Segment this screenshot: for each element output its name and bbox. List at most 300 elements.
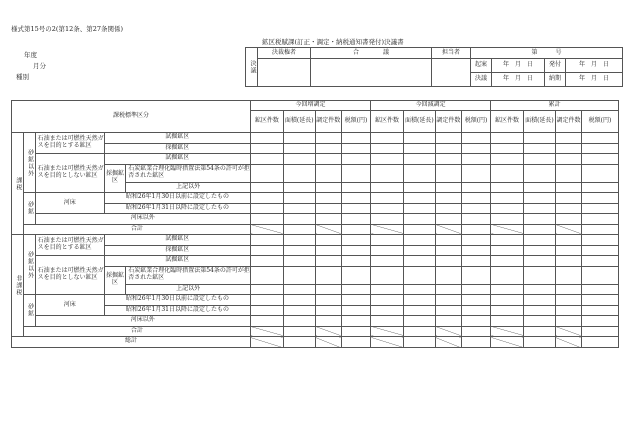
non-riverbed-label: 河床以外: [35, 214, 250, 225]
value-cell[interactable]: [315, 305, 341, 316]
test-area-label: 試掘鉱区: [104, 154, 250, 165]
special-area-label: 石炭鉱業合理化臨時措置法第54条の許可が拒否された鉱区: [126, 164, 251, 182]
value-cell[interactable]: [283, 193, 315, 204]
value-cell[interactable]: [283, 266, 315, 284]
value-cell[interactable]: [523, 326, 555, 337]
value-cell[interactable]: [555, 305, 581, 316]
sunaika-label: 砂鉱: [23, 193, 35, 225]
value-cell[interactable]: [491, 316, 524, 327]
value-cell[interactable]: [555, 326, 581, 337]
value-cell[interactable]: [523, 164, 555, 182]
col-adj-count: 調定件数: [435, 111, 461, 133]
value-cell[interactable]: [315, 203, 341, 214]
test-area-label: 試掘鉱区: [104, 235, 250, 246]
value-cell[interactable]: [461, 143, 490, 154]
value-cell[interactable]: [283, 133, 315, 144]
value-cell[interactable]: [582, 326, 619, 337]
value-cell[interactable]: [435, 203, 461, 214]
mining-area-label: 採掘鉱区: [104, 164, 125, 193]
value-cell[interactable]: [555, 143, 581, 154]
test-area-label: 試掘鉱区: [104, 133, 250, 144]
value-cell[interactable]: [523, 295, 555, 306]
value-cell[interactable]: [403, 295, 435, 306]
value-cell[interactable]: [341, 295, 370, 306]
value-cell[interactable]: [315, 193, 341, 204]
value-cell[interactable]: [491, 256, 524, 267]
value-cell[interactable]: [250, 164, 283, 182]
section-label: 課税: [12, 133, 24, 235]
value-cell[interactable]: [461, 203, 490, 214]
value-cell[interactable]: [403, 143, 435, 154]
consult-header: 合 議: [311, 48, 432, 59]
value-cell[interactable]: [435, 337, 461, 348]
oil-purpose-label: 石油または可燃性天然ガスを目的とする鉱区: [35, 235, 104, 256]
value-cell[interactable]: [461, 214, 490, 225]
value-cell[interactable]: [315, 245, 341, 256]
value-cell[interactable]: [523, 133, 555, 144]
value-cell[interactable]: [250, 284, 283, 295]
value-cell[interactable]: [283, 295, 315, 306]
person-cell[interactable]: [432, 59, 471, 87]
value-cell[interactable]: [555, 182, 581, 193]
value-cell[interactable]: [250, 326, 283, 337]
value-cell[interactable]: [315, 164, 341, 182]
value-cell[interactable]: [435, 266, 461, 284]
value-cell[interactable]: [371, 224, 404, 235]
value-cell[interactable]: [315, 133, 341, 144]
value-cell[interactable]: [435, 295, 461, 306]
mining-area-label: 採掘鉱区: [104, 245, 250, 256]
value-cell[interactable]: [283, 224, 315, 235]
value-cell[interactable]: [283, 203, 315, 214]
group-adjust: 今回増調定: [250, 101, 370, 111]
value-cell[interactable]: [371, 203, 404, 214]
col-tax: 税額(円): [341, 111, 370, 133]
value-cell[interactable]: [341, 235, 370, 246]
value-cell[interactable]: [315, 224, 341, 235]
group-reduce: 今回減調定: [371, 101, 491, 111]
value-cell[interactable]: [283, 284, 315, 295]
value-cell[interactable]: [523, 203, 555, 214]
value-cell[interactable]: [582, 305, 619, 316]
value-cell[interactable]: [461, 326, 490, 337]
value-cell[interactable]: [435, 316, 461, 327]
value-cell[interactable]: [435, 214, 461, 225]
value-cell[interactable]: [371, 235, 404, 246]
value-cell[interactable]: [315, 316, 341, 327]
issued-date[interactable]: 年 月 日: [566, 59, 623, 73]
value-cell[interactable]: [403, 316, 435, 327]
value-cell[interactable]: [491, 266, 524, 284]
value-cell[interactable]: [283, 235, 315, 246]
value-cell[interactable]: [371, 326, 404, 337]
value-cell[interactable]: [435, 193, 461, 204]
value-cell[interactable]: [250, 256, 283, 267]
value-cell[interactable]: [315, 266, 341, 284]
value-cell[interactable]: [283, 245, 315, 256]
value-cell[interactable]: [461, 316, 490, 327]
value-cell[interactable]: [283, 337, 315, 348]
value-cell[interactable]: [461, 164, 490, 182]
value-cell[interactable]: [315, 337, 341, 348]
value-cell[interactable]: [461, 235, 490, 246]
value-cell[interactable]: [371, 295, 404, 306]
grand-total-label: 総計: [12, 337, 251, 348]
form-number: 様式第15号の2(第12条、第27条関係): [11, 25, 124, 33]
other-area-label: 上記以外: [126, 284, 251, 295]
value-cell[interactable]: [283, 326, 315, 337]
value-cell[interactable]: [491, 143, 524, 154]
value-cell[interactable]: [491, 182, 524, 193]
value-cell[interactable]: [523, 154, 555, 165]
value-cell[interactable]: [491, 305, 524, 316]
value-cell[interactable]: [403, 133, 435, 144]
value-cell[interactable]: [341, 133, 370, 144]
non-riverbed-label: 河床以外: [35, 316, 250, 327]
col-count: 鉱区件数: [371, 111, 404, 133]
sunaika-igai-label: 砂鉱以外: [23, 235, 35, 295]
value-cell[interactable]: [283, 316, 315, 327]
value-cell[interactable]: [371, 214, 404, 225]
sum-label: 合計: [23, 326, 250, 337]
value-cell[interactable]: [341, 182, 370, 193]
sunaika-label: 砂鉱: [23, 295, 35, 327]
value-cell[interactable]: [555, 337, 581, 348]
value-cell[interactable]: [435, 256, 461, 267]
value-cell[interactable]: [371, 164, 404, 182]
value-cell[interactable]: [555, 316, 581, 327]
value-cell[interactable]: [582, 224, 619, 235]
value-cell[interactable]: [435, 305, 461, 316]
other-area-label: 上記以外: [126, 182, 251, 193]
value-cell[interactable]: [555, 295, 581, 306]
test-area-label: 試掘鉱区: [104, 256, 250, 267]
value-cell[interactable]: [461, 337, 490, 348]
value-cell[interactable]: [582, 316, 619, 327]
value-cell[interactable]: [341, 203, 370, 214]
value-cell[interactable]: [403, 214, 435, 225]
value-cell[interactable]: [250, 203, 283, 214]
value-cell[interactable]: [403, 305, 435, 316]
value-cell[interactable]: [341, 214, 370, 225]
value-cell[interactable]: [461, 295, 490, 306]
value-cell[interactable]: [491, 193, 524, 204]
non-oil-label: 石油または可燃性天然ガスを目的としない鉱区: [35, 154, 104, 193]
value-cell[interactable]: [403, 326, 435, 337]
value-cell[interactable]: [491, 326, 524, 337]
value-cell[interactable]: [491, 133, 524, 144]
sum-label: 合計: [23, 224, 250, 235]
value-cell[interactable]: [491, 235, 524, 246]
value-cell[interactable]: [582, 214, 619, 225]
value-cell[interactable]: [461, 224, 490, 235]
value-cell[interactable]: [491, 245, 524, 256]
value-cell[interactable]: [315, 143, 341, 154]
value-cell[interactable]: [523, 224, 555, 235]
value-cell[interactable]: [491, 337, 524, 348]
value-cell[interactable]: [461, 266, 490, 284]
value-cell[interactable]: [250, 154, 283, 165]
value-cell[interactable]: [403, 164, 435, 182]
after-label: 昭和26年1月31日以降に設定したもの: [104, 203, 250, 214]
value-cell[interactable]: [435, 224, 461, 235]
value-cell[interactable]: [250, 266, 283, 284]
value-cell[interactable]: [523, 182, 555, 193]
value-cell[interactable]: [582, 193, 619, 204]
col-adj-count: 調定件数: [555, 111, 581, 133]
value-cell[interactable]: [341, 316, 370, 327]
value-cell[interactable]: [582, 337, 619, 348]
value-cell[interactable]: [403, 235, 435, 246]
value-cell[interactable]: [582, 154, 619, 165]
value-cell[interactable]: [555, 214, 581, 225]
non-oil-label: 石油または可燃性天然ガスを目的としない鉱区: [35, 256, 104, 295]
value-cell[interactable]: [435, 326, 461, 337]
value-cell[interactable]: [283, 164, 315, 182]
value-cell[interactable]: [555, 154, 581, 165]
value-cell[interactable]: [523, 266, 555, 284]
value-cell[interactable]: [403, 193, 435, 204]
category-header: 課税標準区分: [12, 101, 251, 133]
value-cell[interactable]: [461, 245, 490, 256]
value-cell[interactable]: [403, 224, 435, 235]
value-cell[interactable]: [341, 305, 370, 316]
riverbed-label: 河床: [35, 193, 104, 214]
due-date[interactable]: 年 月 日: [566, 73, 623, 87]
value-cell[interactable]: [315, 256, 341, 267]
value-cell[interactable]: [315, 182, 341, 193]
value-cell[interactable]: [523, 245, 555, 256]
form-title: 鉱区税賦課(訂正・調定・納税通知書発付)決議書: [262, 38, 404, 46]
value-cell[interactable]: [250, 224, 283, 235]
approver-header: 決裁権者: [258, 48, 311, 59]
value-cell[interactable]: [403, 182, 435, 193]
col-adj-count: 調定件数: [315, 111, 341, 133]
col-tax: 税額(円): [582, 111, 619, 133]
special-area-label: 石炭鉱業合理化臨時措置法第54条の許可が拒否された鉱区: [126, 266, 251, 284]
value-cell[interactable]: [555, 245, 581, 256]
value-cell[interactable]: [283, 154, 315, 165]
consult-cell[interactable]: [311, 59, 432, 87]
value-cell[interactable]: [435, 284, 461, 295]
value-cell[interactable]: [341, 256, 370, 267]
value-cell[interactable]: [315, 326, 341, 337]
value-cell[interactable]: [523, 337, 555, 348]
value-cell[interactable]: [371, 133, 404, 144]
value-cell[interactable]: [371, 337, 404, 348]
value-cell[interactable]: [582, 235, 619, 246]
value-cell[interactable]: [341, 326, 370, 337]
value-cell[interactable]: [582, 284, 619, 295]
value-cell[interactable]: [435, 245, 461, 256]
section-label: 非課税: [12, 235, 24, 337]
value-cell[interactable]: [491, 214, 524, 225]
value-cell[interactable]: [315, 284, 341, 295]
col-area: 面積(延長): [403, 111, 435, 133]
value-cell[interactable]: [461, 256, 490, 267]
value-cell[interactable]: [523, 284, 555, 295]
value-cell[interactable]: [403, 245, 435, 256]
value-cell[interactable]: [435, 133, 461, 144]
drafted-date[interactable]: 年 月 日: [492, 59, 545, 73]
value-cell[interactable]: [555, 266, 581, 284]
value-cell[interactable]: [461, 305, 490, 316]
value-cell[interactable]: [491, 284, 524, 295]
value-cell[interactable]: [523, 235, 555, 246]
value-cell[interactable]: [491, 154, 524, 165]
tax-table: [11, 100, 619, 348]
value-cell[interactable]: [555, 203, 581, 214]
value-cell[interactable]: [582, 295, 619, 306]
col-count: 鉱区件数: [250, 111, 283, 133]
value-cell[interactable]: [461, 154, 490, 165]
value-cell[interactable]: [341, 245, 370, 256]
value-cell[interactable]: [341, 154, 370, 165]
value-cell[interactable]: [250, 235, 283, 246]
value-cell[interactable]: [403, 266, 435, 284]
value-cell[interactable]: [371, 154, 404, 165]
value-cell[interactable]: [283, 256, 315, 267]
issued-label: 発付: [545, 59, 566, 73]
tax-type-label: 種別: [16, 73, 29, 81]
drafted-label: 起案: [471, 59, 492, 73]
value-cell[interactable]: [523, 316, 555, 327]
value-cell[interactable]: [250, 295, 283, 306]
value-cell[interactable]: [371, 182, 404, 193]
col-area: 面積(延長): [283, 111, 315, 133]
value-cell[interactable]: [435, 154, 461, 165]
value-cell[interactable]: [371, 284, 404, 295]
value-cell[interactable]: [403, 256, 435, 267]
before-label: 昭和26年1月30日以前に設定したもの: [104, 193, 250, 204]
value-cell[interactable]: [555, 235, 581, 246]
value-cell[interactable]: [403, 154, 435, 165]
value-cell[interactable]: [250, 143, 283, 154]
value-cell[interactable]: [283, 143, 315, 154]
value-cell[interactable]: [523, 143, 555, 154]
value-cell[interactable]: [435, 235, 461, 246]
value-cell[interactable]: [250, 337, 283, 348]
value-cell[interactable]: [523, 214, 555, 225]
value-cell[interactable]: [461, 182, 490, 193]
riverbed-label: 河床: [35, 295, 104, 316]
value-cell[interactable]: [250, 316, 283, 327]
due-label: 納期: [545, 73, 566, 87]
value-cell[interactable]: [250, 133, 283, 144]
after-label: 昭和26年1月31日以降に設定したもの: [104, 305, 250, 316]
value-cell[interactable]: [371, 266, 404, 284]
value-cell[interactable]: [341, 284, 370, 295]
value-cell[interactable]: [371, 256, 404, 267]
value-cell[interactable]: [523, 305, 555, 316]
value-cell[interactable]: [403, 284, 435, 295]
value-cell[interactable]: [341, 193, 370, 204]
approver-cell[interactable]: [258, 59, 311, 87]
before-label: 昭和26年1月30日以前に設定したもの: [104, 295, 250, 306]
value-cell[interactable]: [435, 164, 461, 182]
doc-number: 第 号: [471, 48, 623, 59]
value-cell[interactable]: [283, 182, 315, 193]
col-count: 鉱区件数: [491, 111, 524, 133]
value-cell[interactable]: [491, 203, 524, 214]
value-cell[interactable]: [403, 203, 435, 214]
person-header: 担当者: [432, 48, 471, 59]
value-cell[interactable]: [315, 295, 341, 306]
decided-label: 決議: [471, 73, 492, 87]
value-cell[interactable]: [491, 224, 524, 235]
mining-area-label: 採掘鉱区: [104, 266, 125, 295]
value-cell[interactable]: [582, 203, 619, 214]
decided-date[interactable]: 年 月 日: [492, 73, 545, 87]
value-cell[interactable]: [315, 214, 341, 225]
value-cell[interactable]: [435, 182, 461, 193]
col-area: 面積(延長): [523, 111, 555, 133]
oil-purpose-label: 石油または可燃性天然ガスを目的とする鉱区: [35, 133, 104, 154]
value-cell[interactable]: [341, 143, 370, 154]
value-cell[interactable]: [315, 154, 341, 165]
col-tax: 税額(円): [461, 111, 490, 133]
value-cell[interactable]: [523, 193, 555, 204]
value-cell[interactable]: [491, 164, 524, 182]
value-cell[interactable]: [371, 305, 404, 316]
value-cell[interactable]: [491, 295, 524, 306]
value-cell[interactable]: [461, 284, 490, 295]
value-cell[interactable]: [371, 245, 404, 256]
year-label: 年度: [24, 51, 37, 59]
value-cell[interactable]: [371, 316, 404, 327]
value-cell[interactable]: [523, 256, 555, 267]
approval-vertical-label: 決議: [246, 48, 258, 87]
month-label: 月分: [33, 62, 46, 70]
value-cell[interactable]: [341, 266, 370, 284]
value-cell[interactable]: [250, 193, 283, 204]
value-cell[interactable]: [582, 245, 619, 256]
value-cell[interactable]: [555, 256, 581, 267]
value-cell[interactable]: [461, 193, 490, 204]
value-cell[interactable]: [582, 266, 619, 284]
value-cell[interactable]: [283, 214, 315, 225]
value-cell[interactable]: [555, 193, 581, 204]
value-cell[interactable]: [582, 164, 619, 182]
value-cell[interactable]: [403, 337, 435, 348]
approval-table: [245, 47, 623, 87]
value-cell[interactable]: [582, 256, 619, 267]
mining-area-label: 採掘鉱区: [104, 143, 250, 154]
group-total: 累計: [491, 101, 619, 111]
value-cell[interactable]: [555, 284, 581, 295]
value-cell[interactable]: [582, 182, 619, 193]
value-cell[interactable]: [582, 143, 619, 154]
value-cell[interactable]: [250, 214, 283, 225]
value-cell[interactable]: [371, 193, 404, 204]
value-cell[interactable]: [555, 164, 581, 182]
sunaika-igai-label: 砂鉱以外: [23, 133, 35, 193]
value-cell[interactable]: [371, 143, 404, 154]
value-cell[interactable]: [315, 235, 341, 246]
value-cell[interactable]: [250, 245, 283, 256]
value-cell[interactable]: [341, 337, 370, 348]
value-cell[interactable]: [555, 224, 581, 235]
value-cell[interactable]: [555, 133, 581, 144]
value-cell[interactable]: [250, 305, 283, 316]
value-cell[interactable]: [283, 305, 315, 316]
value-cell[interactable]: [582, 133, 619, 144]
value-cell[interactable]: [435, 143, 461, 154]
value-cell[interactable]: [341, 164, 370, 182]
value-cell[interactable]: [250, 182, 283, 193]
value-cell[interactable]: [341, 224, 370, 235]
value-cell[interactable]: [461, 133, 490, 144]
